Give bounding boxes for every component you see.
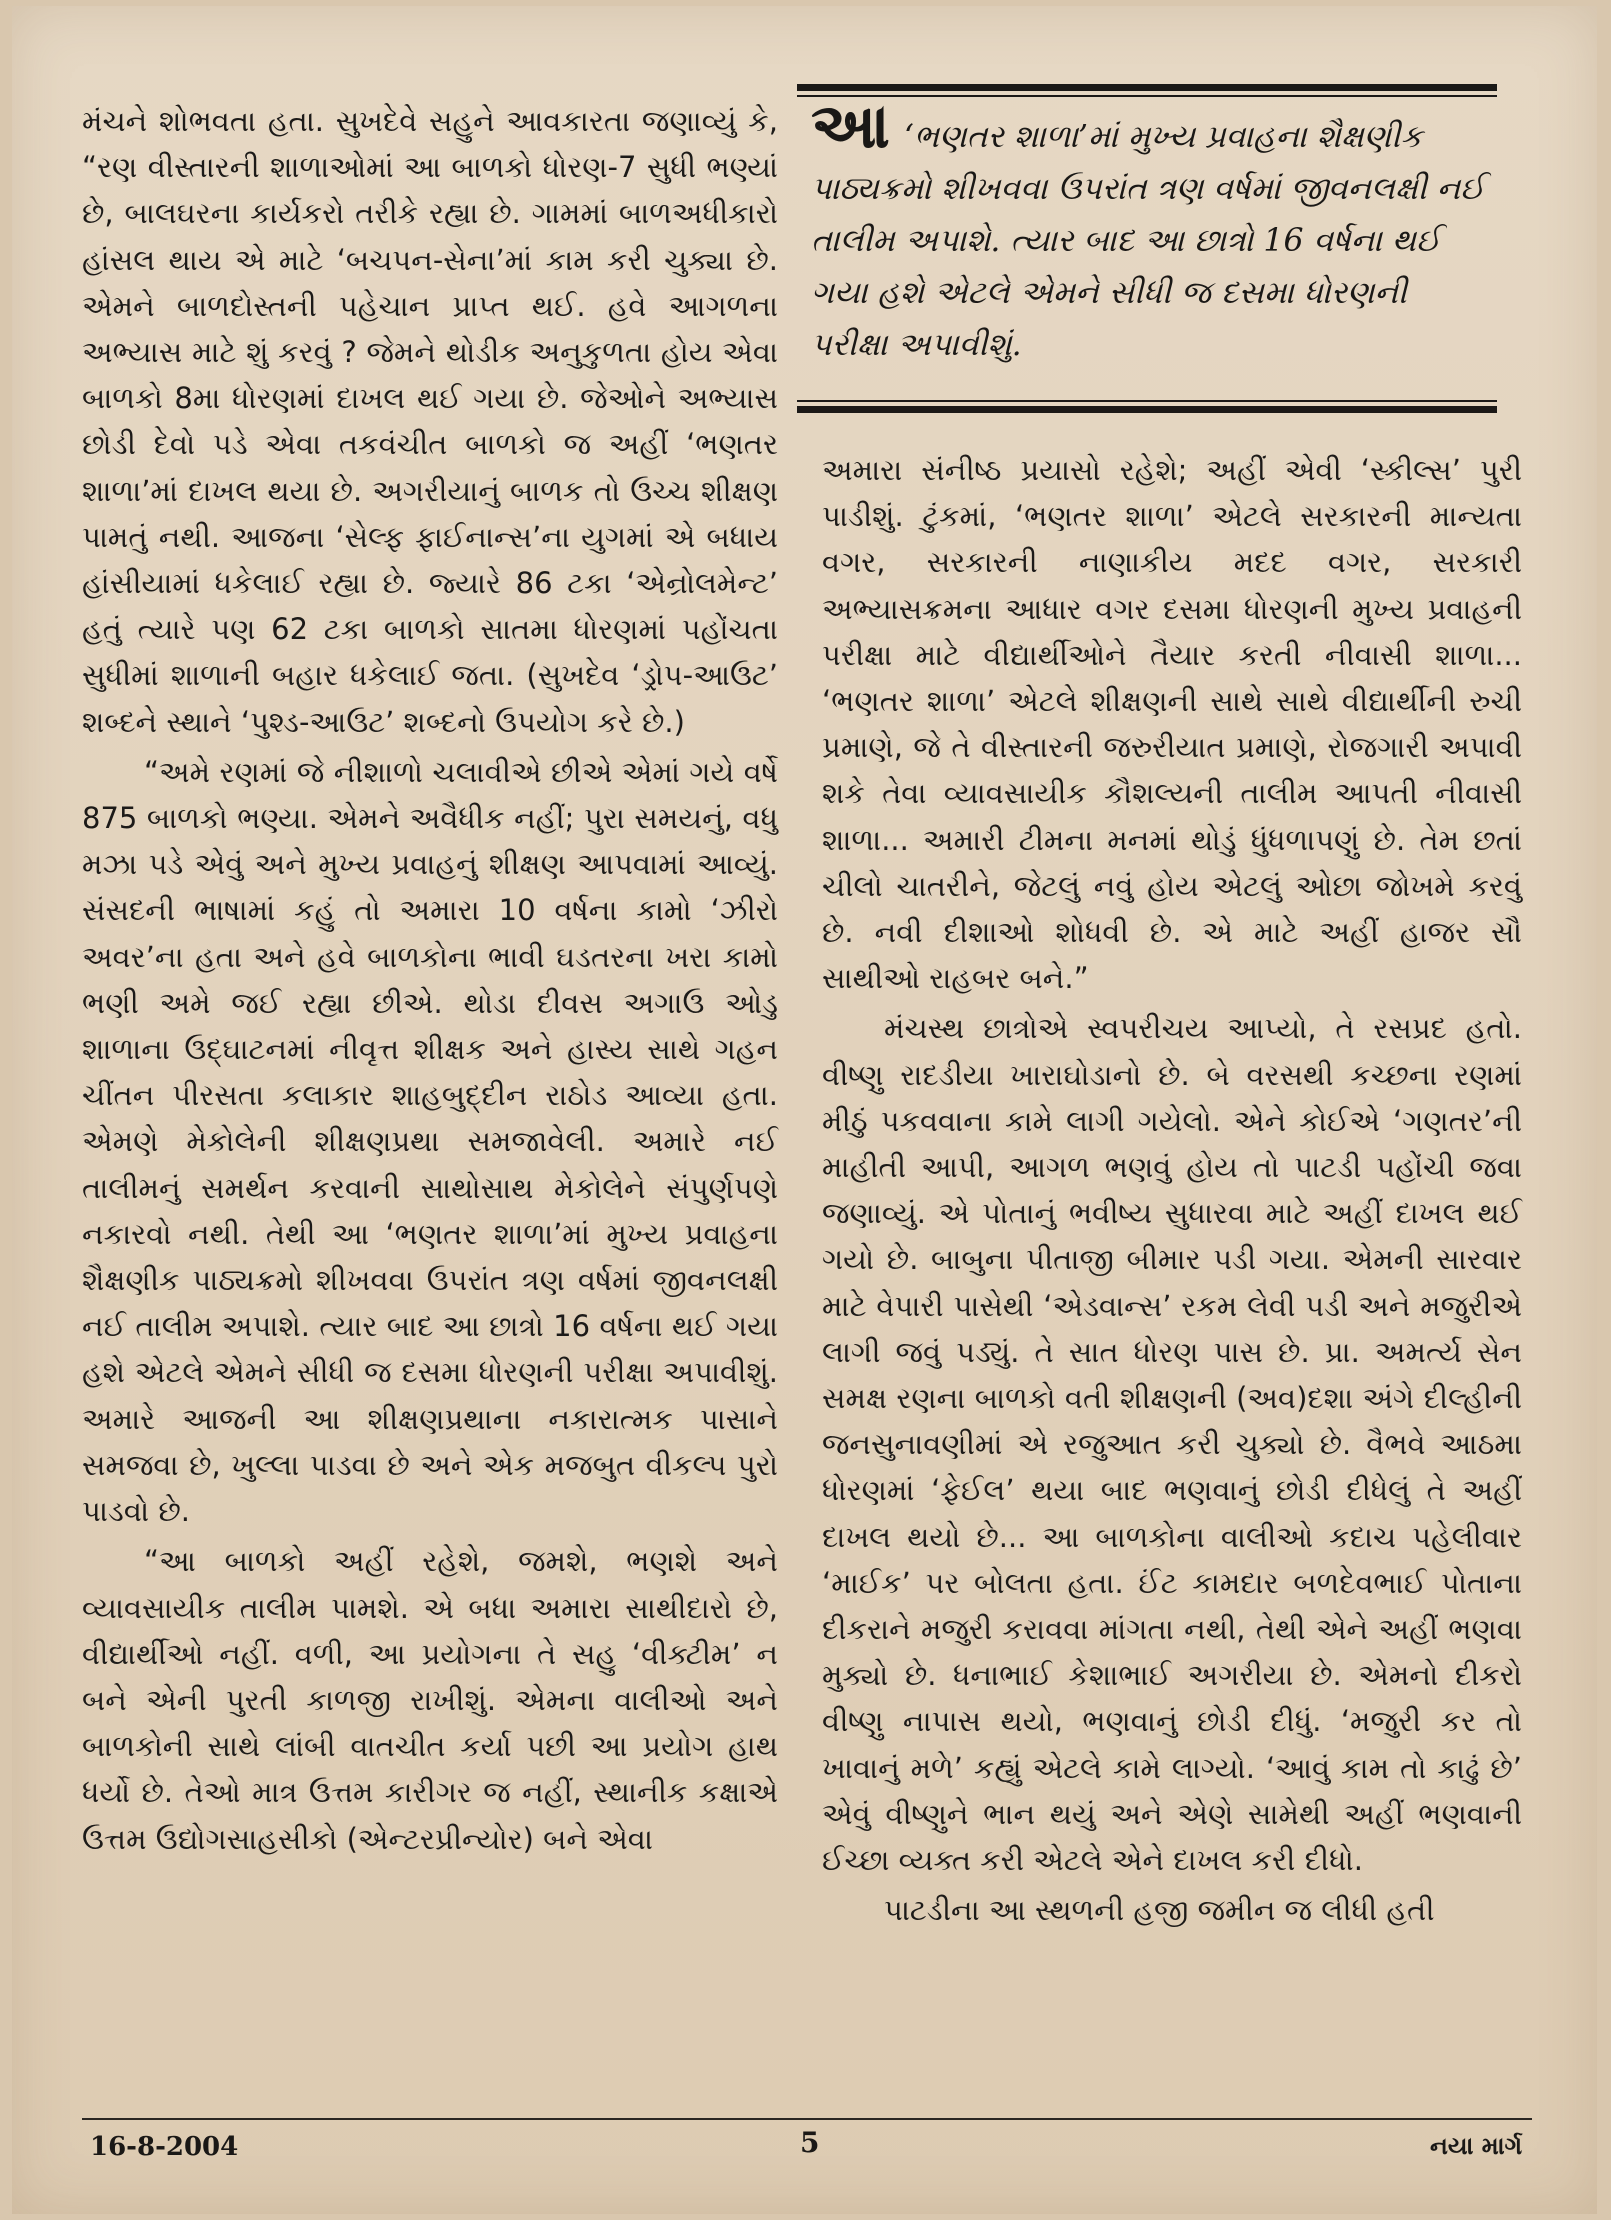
pull-quote-top-thin-rule (797, 95, 1497, 97)
left-paragraph-2: “અમે રણમાં જે નીશાળો ચલાવીએ છીએ એમાં ગયે વર્ષે 875 બાળકો ભણ્યા. એમને અવૈધીક નહીં; પુરા સમયનું, વધુ મઝા પડે એવું અને મુખ્ય પ્રવાહનું શીક્ષણ આપવામાં આવ્યું. સંસદની ભાષામાં કહું તો અમારા 10 વર્ષના કામો ‘ઝીરો અવર’ના હતા અને હવે બાળકોના ભાવી ઘડતરના ખરા કામો ભણી અમે જઈ રહ્યા છીએ. થોડા દીવસ અગાઉ ઓડુ શાળાના ઉદ્ઘાટનમાં નીવૃત્ત શીક્ષક અને હાસ્ય સાથે ગહન ચીંતન પીરસતા કલાકાર શાહબુદ્દીન રાઠોડ આવ્યા હતા. એમણે મેકોલેની શીક્ષણપ્રથા સમજાવેલી. અમારે નઈ તાલીમનું સમર્થન કરવાની સાથોસાથ મેકોલેને સંપુર્ણપણે નકારવો નથી. તેથી આ ‘ભણતર શાળા’માં મુખ્ય પ્રવાહના શૈક્ષણીક પાઠ્યક્રમો શીખવવા ઉપરાંત ત્રણ વર્ષમાં જીવનલક્ષી નઈ તાલીમ અપાશે. ત્યાર બાદ આ છાત્રો 16 વર્ષના થઈ ગયા હશે એટલે એમને સીધી જ દસમા ધોરણની પરીક્ષા અપાવીશું. અમારે આજની આ શીક્ષણપ્રથાના નકારાત્મક પાસાને સમજવા છે, ખુલ્લા પાડવા છે અને એક મજબુત વીકલ્પ પુરો પાડવો છે. (82, 754, 778, 1529)
publication-name: નયા માર્ગ (1430, 2132, 1523, 2160)
pull-quote-lead-word: આ (811, 89, 890, 162)
left-paragraph-1: મંચને શોભવતા હતા. સુખદેવે સહુને આવકારતા જણાવ્યું કે, “રણ વીસ્તારની શાળાઓમાં આ બાળકો ધોરણ-7 સુધી ભણ્યાં છે, બાલઘરના કાર્યકરો તરીકે રહ્યા છે. ગામમાં બાળઅધીકારો હાંસલ થાય એ માટે ‘બચપન-સેના’માં કામ કરી ચુક્યા છે. એમને બાળદોસ્તની પહેચાન પ્રાપ્ત થઈ. હવે આગળના અભ્યાસ માટે શું કરવું ? જેમને થોડીક અનુકુળતા હોય એવા બાળકો 8મા ધોરણમાં દાખલ થઈ ગયા છે. જેઓને અભ્યાસ છોડી દેવો પડે એવા તકવંચીત બાળકો જ અહીં ‘ભણતર શાળા’માં દાખલ થયા છે. અગરીયાનું બાળક તો ઉચ્ચ શીક્ષણ પામતું નથી. આજના ‘સેલ્ફ ફાઈનાન્સ’ના યુગમાં એ બધાય હાંસીયામાં ધકેલાઈ રહ્યા છે. જ્યારે 86 ટકા ‘એન્રોલમેન્ટ’ હતું ત્યારે પણ 62 ટકા બાળકો સાતમા ધોરણમાં પહોંચતા સુધીમાં શાળાની બહાર ધકેલાઈ જતા. (સુખદેવ ‘ડ્રોપ-આઉટ’ શબ્દને સ્થાને ‘પુશ્ડ-આઉટ’ શબ્દનો ઉપયોગ કરે છે.) (82, 104, 778, 739)
magazine-page (12, 6, 1597, 2214)
pull-quote (797, 84, 1497, 420)
page-number: 5 (800, 2126, 820, 2159)
pull-quote-top-rule (797, 84, 1497, 91)
footer-rule (82, 2118, 1532, 2120)
right-paragraph-3: પાટડીના આ સ્થળની હજી જમીન જ લીધી હતી (884, 1893, 1435, 1928)
left-paragraph-3: “આ બાળકો અહીં રહેશે, જમશે, ભણશે અને વ્યાવસાયીક તાલીમ પામશે. એ બધા અમારા સાથીદારો છે, વીદ્યાર્થીઓ નહીં. વળી, આ પ્રયોગના તે સહુ ‘વીક્ટીમ’ ન બને એની પુરતી કાળજી રાખીશું. એમના વાલીઓ અને બાળકોની સાથે લાંબી વાતચીત કર્યા પછી આ પ્રયોગ હાથ ધર્યો છે. તેઓ માત્ર ઉત્તમ કારીગર જ નહીં, સ્થાનીક કક્ષાએ ઉત્તમ ઉદ્યોગસાહસીકો (એન્ટરપ્રીન્યોર) બને એવા (82, 1544, 778, 1856)
pull-quote-text-block (811, 89, 1491, 371)
pull-quote-bottom-rule (797, 406, 1497, 413)
footer-date: 16-8-2004 (90, 2132, 239, 2162)
right-column (822, 447, 1522, 1934)
pull-quote-bottom-thin-rule (797, 400, 1497, 402)
left-column (82, 98, 778, 1862)
right-paragraph-2: મંચસ્થ છાત્રોએ સ્વપરીચય આપ્યો, તે રસપ્રદ હતો. વીષ્ણુ રાદડીયા ખારાઘોડાનો છે. બે વરસથી કચ્છના રણમાં મીઠું પકવવાના કામે લાગી ગયેલો. એને કોઈએ ‘ગણતર’ની માહીતી આપી, આગળ ભણવું હોય તો પાટડી પહોંચી જવા જણાવ્યું. એ પોતાનું ભવીષ્ય સુધારવા માટે અહીં દાખલ થઈ ગયો છે. બાબુના પીતાજી બીમાર પડી ગયા. એમની સારવાર માટે વેપારી પાસેથી ‘એડવાન્સ’ રકમ લેવી પડી અને મજુરીએ લાગી જવું પડ્યું. તે સાત ધોરણ પાસ છે. પ્રા. અમર્ત્ય સેન સમક્ષ રણના બાળકો વતી શીક્ષણની (અવ)દશા અંગે દીલ્હીની જનસુનાવણીમાં એ રજુઆત કરી ચુક્યો છે. વૈભવે આઠમા ધોરણમાં ‘ફેઈલ’ થયા બાદ ભણવાનું છોડી દીધેલું તે અહીં દાખલ થયો છે... આ બાળકોના વાલીઓ કદાચ પહેલીવાર ‘માઈક’ પર બોલતા હતા. ઈંટ કામદાર બળદેવભાઈ પોતાના દીકરાને મજુરી કરાવવા માંગતા નથી, તેથી એને અહીં ભણવા મુક્યો છે. ધનાભાઈ કેશાભાઈ અગરીયા છે. એમનો દીકરો વીષ્ણુ નાપાસ થયો, ભણવાનું છોડી દીધું. ‘મજુરી કર તો ખાવાનું મળે’ કહ્યું એટલે કામે લાગ્યો. ‘આવું કામ તો કાઢું છે’ એવું વીષ્ણુને ભાન થયું અને એણે સામેથી અહીં ભણવાની ઈચ્છા વ્યક્ત કરી એટલે એને દાખલ કરી દીધો. (822, 1011, 1522, 1878)
right-paragraph-1: અમારા સંનીષ્ઠ પ્રયાસો રહેશે; અહીં એવી ‘સ્કીલ્સ’ પુરી પાડીશું. ટુંકમાં, ‘ભણતર શાળા’ એટલે સરકારની માન્યતા વગર, સરકારની નાણાકીય મદદ વગર, સરકારી અભ્યાસક્રમના આધાર વગર દસમા ધોરણની મુખ્ય પ્રવાહની પરીક્ષા માટે વીદ્યાર્થીઓને તૈયાર કરતી નીવાસી શાળા... ‘ભણતર શાળા’ એટલે શીક્ષણની સાથે સાથે વીદ્યાર્થીની રુચી પ્રમાણે, જે તે વીસ્તારની જરુરીયાત પ્રમાણે, રોજગારી અપાવી શકે તેવા વ્યાવસાયીક કૌશલ્યની તાલીમ આપતી નીવાસી શાળા... અમારી ટીમના મનમાં થોડું ધુંધળાપણું છે. તેમ છતાં ચીલો ચાતરીને, જેટલું નવું હોય એટલું ઓછા જોખમે કરવું છે. નવી દીશાઓ શોધવી છે. એ માટે અહીં હાજર સૌ સાથીઓ રાહબર બને.” (822, 453, 1522, 996)
pull-quote-text: ‘ભણતર શાળા’માં મુખ્ય પ્રવાહના શૈક્ષણીક પાઠ્યક્રમો શીખવવા ઉપરાંત ત્રણ વર્ષમાં જીવનલક્ષી નઈ તાલીમ અપાશે. ત્યાર બાદ આ છાત્રો 16 વર્ષના થઈ ગયા હશે એટલે એમને સીધી જ દસમા ધોરણની પરીક્ષા અપાવીશું. (811, 119, 1485, 363)
